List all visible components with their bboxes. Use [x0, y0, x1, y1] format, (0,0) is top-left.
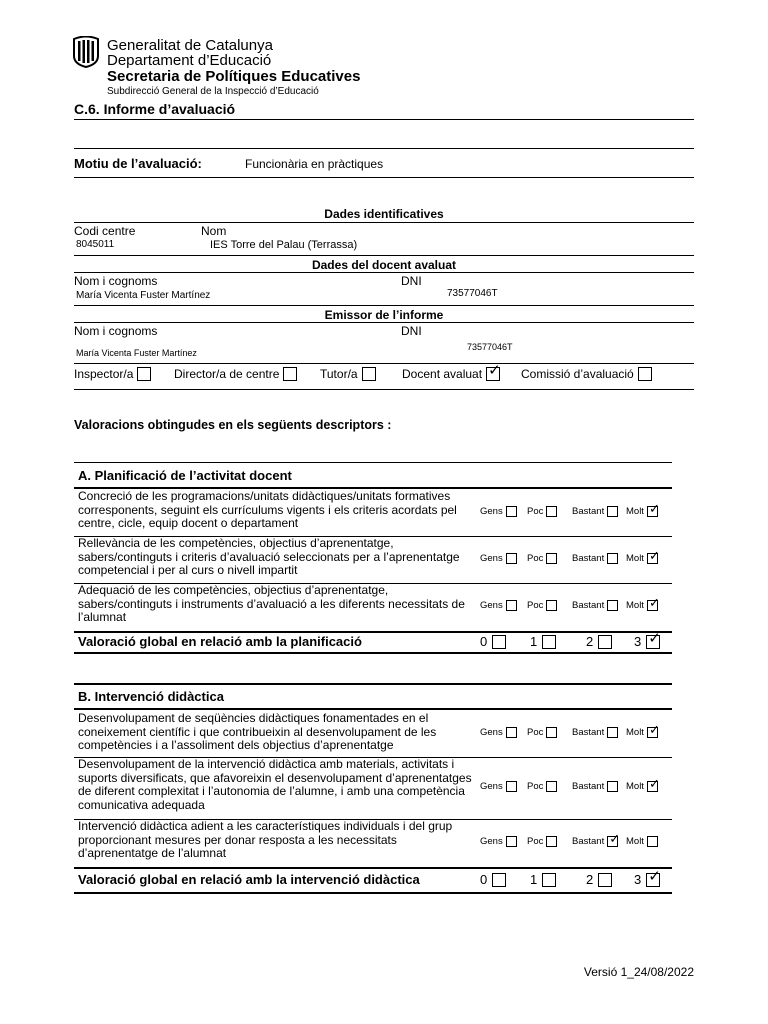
organization-header: [107, 38, 360, 98]
rating-checkbox-poc[interactable]: [546, 600, 557, 611]
rating-checkbox-gens[interactable]: [506, 836, 517, 847]
section-a-title: A. Planificació de l’activitat docent: [78, 468, 292, 483]
rating-option-label: Bastant: [572, 553, 605, 564]
rating-option-label: Bastant: [572, 506, 605, 517]
rating-option-poc[interactable]: [527, 836, 557, 847]
role-docent[interactable]: [402, 361, 501, 381]
emissor-title: Emissor de l’informe: [324, 308, 444, 322]
global-option-label: 3: [634, 634, 642, 649]
rating-option-label: Poc: [527, 727, 544, 738]
rating-option-gens[interactable]: [480, 836, 517, 847]
role-tutor-label: Tutor/a: [320, 367, 358, 381]
rating-option-molt[interactable]: [626, 549, 660, 564]
org-line-3: Secretaria de Polítiques Educatives: [107, 68, 361, 85]
descriptor-text: Desenvolupament de seqüències didàctiques fonamentades en el coneixement científic i que contribueixin al desenvolupament de les competències i a l’assoliment dels objectius d’aprenentatge: [78, 711, 437, 752]
rating-option-poc[interactable]: [527, 553, 557, 564]
descriptor-text: Rellevància de les competències, objectius d’aprenentatge, sabers/continguts i criteris d’avaluació seleccionats per a l’aprenentatge competencial i per al curs o nivell impartit: [78, 536, 460, 577]
rating-checkbox-molt[interactable]: [647, 836, 658, 847]
global-option-label: 2: [586, 634, 594, 649]
rating-option-label: Bastant: [572, 836, 605, 847]
global-checkbox-3[interactable]: ✓: [648, 866, 661, 885]
role-comissio-checkbox[interactable]: [638, 367, 652, 381]
emissor-nom-label: Nom i cognoms: [74, 324, 158, 338]
global-option-0[interactable]: [480, 634, 506, 649]
global-checkbox-2[interactable]: [598, 635, 612, 649]
rating-option-label: Gens: [480, 836, 503, 847]
global-option-0[interactable]: [480, 872, 506, 887]
role-docent-checkbox[interactable]: ✓: [488, 361, 501, 379]
rating-option-label: Gens: [480, 506, 503, 517]
rating-checkbox-poc[interactable]: [546, 836, 557, 847]
rating-option-label: Poc: [527, 781, 544, 792]
rating-option-label: Gens: [480, 553, 503, 564]
document-title: C.6. Informe d’avaluació: [74, 101, 236, 117]
global-checkbox-1[interactable]: [542, 635, 556, 649]
global-checkbox-3[interactable]: ✓: [648, 628, 661, 647]
rating-option-poc[interactable]: [527, 781, 557, 792]
rating-checkbox-gens[interactable]: [506, 553, 517, 564]
rating-checkbox-poc[interactable]: [546, 727, 557, 738]
global-option-1[interactable]: [530, 634, 556, 649]
rating-option-gens[interactable]: [480, 727, 517, 738]
global-checkbox-2[interactable]: [598, 873, 612, 887]
role-tutor-checkbox[interactable]: [362, 367, 376, 381]
role-inspector-label: Inspector/a: [74, 367, 134, 381]
emissor-dni-label: DNI: [401, 324, 422, 338]
rating-checkbox-bastant[interactable]: [607, 600, 618, 611]
rating-checkbox-molt[interactable]: ✓: [648, 502, 660, 517]
rating-option-label: Bastant: [572, 781, 605, 792]
nom-centre-value: IES Torre del Palau (Terrassa): [210, 239, 358, 251]
global-option-3[interactable]: [634, 866, 661, 887]
global-option-label: 0: [480, 872, 488, 887]
rating-option-bastant[interactable]: [572, 727, 618, 738]
section-a-global-label: Valoració global en relació amb la planificació: [78, 634, 362, 649]
global-option-2[interactable]: [586, 872, 612, 887]
role-director[interactable]: [174, 367, 297, 381]
rating-checkbox-molt[interactable]: ✓: [648, 723, 660, 738]
rating-checkbox-gens[interactable]: [506, 600, 517, 611]
role-inspector[interactable]: [74, 367, 151, 381]
rating-option-bastant[interactable]: [572, 832, 621, 847]
rating-option-bastant[interactable]: [572, 781, 618, 792]
rating-checkbox-bastant[interactable]: [607, 727, 618, 738]
role-comissio-label: Comissió d’avaluació: [521, 367, 634, 381]
rating-option-molt[interactable]: [626, 596, 660, 611]
codi-centre-label: Codi centre: [74, 224, 136, 238]
docent-title: Dades del docent avaluat: [311, 258, 457, 272]
rating-option-gens[interactable]: [480, 600, 517, 611]
rating-checkbox-bastant[interactable]: [607, 781, 618, 792]
emissor-dni-value: 73577046T: [467, 342, 513, 352]
section-b-title: B. Intervenció didàctica: [78, 689, 224, 704]
global-option-3[interactable]: [634, 628, 661, 649]
rating-option-label: Gens: [480, 600, 503, 611]
rating-option-label: Molt: [626, 553, 644, 564]
rating-option-label: Poc: [527, 836, 544, 847]
rating-option-label: Poc: [527, 600, 544, 611]
rating-option-label: Bastant: [572, 727, 605, 738]
global-checkbox-0[interactable]: [492, 873, 506, 887]
generalitat-logo-icon: [72, 36, 100, 68]
rating-checkbox-molt[interactable]: ✓: [648, 596, 660, 611]
org-line-1: Generalitat de Catalunya: [107, 37, 273, 54]
global-option-label: 1: [530, 872, 538, 887]
rating-option-molt[interactable]: [626, 723, 660, 738]
role-comissio[interactable]: [521, 367, 652, 381]
rating-option-label: Molt: [626, 836, 644, 847]
rating-option-label: Gens: [480, 781, 503, 792]
rating-checkbox-bastant[interactable]: [607, 506, 618, 517]
section-b-global-label: Valoració global en relació amb la intervenció didàctica: [78, 872, 420, 887]
org-line-4: Subdirecció General de la Inspecció d’Educació: [107, 86, 319, 97]
role-tutor[interactable]: [320, 367, 376, 381]
rating-option-molt[interactable]: [626, 777, 660, 792]
rating-option-poc[interactable]: [527, 600, 557, 611]
rating-option-label: Bastant: [572, 600, 605, 611]
rating-option-poc[interactable]: [527, 727, 557, 738]
emissor-nom-value: María Vicenta Fuster Martínez: [76, 348, 197, 358]
rating-checkbox-bastant[interactable]: ✓: [609, 832, 621, 847]
global-option-1[interactable]: [530, 872, 556, 887]
section-a-global-row: [78, 628, 672, 649]
rating-checkbox-gens[interactable]: [506, 506, 517, 517]
global-option-2[interactable]: [586, 634, 612, 649]
nom-centre-label: Nom: [201, 224, 227, 238]
rating-option-gens[interactable]: [480, 553, 517, 564]
version-footer: Versió 1_24/08/2022: [583, 965, 694, 979]
global-option-label: 3: [634, 872, 642, 887]
docent-dni-value: 73577046T: [447, 288, 498, 299]
descriptor-text: Desenvolupament de la intervenció didàctica amb materials, activitats i suports diversificats, que afavoreixin el desenvolupament d’aprenentatges de diferent complexitat i l’autonomia de l’alumne, i amb una competència comunicativa adequada: [78, 757, 472, 812]
section-b-global-row: [78, 866, 672, 887]
descriptor-text: Concreció de les programacions/unitats didàctiques/unitats formatives corresponents, seguint els currículums vigents i els criteris acordats pel centre, cicle, equip docent o departament: [78, 489, 457, 530]
org-line-2: Departament d’Educació: [107, 52, 272, 69]
rating-option-label: Molt: [626, 781, 644, 792]
rating-option-label: Poc: [527, 553, 544, 564]
docent-nom-value: María Vicenta Fuster Martínez: [76, 290, 211, 301]
dades-title: Dades identificatives: [324, 207, 444, 221]
motiu-label: Motiu de l’avaluació:: [74, 156, 202, 171]
rating-option-bastant[interactable]: [572, 506, 618, 517]
rating-checkbox-bastant[interactable]: [607, 553, 618, 564]
global-option-label: 2: [586, 872, 594, 887]
global-option-label: 0: [480, 634, 488, 649]
rating-checkbox-molt[interactable]: ✓: [648, 549, 660, 564]
rating-checkbox-poc[interactable]: [546, 506, 557, 517]
rating-option-bastant[interactable]: [572, 600, 618, 611]
rating-option-label: Molt: [626, 727, 644, 738]
rating-option-label: Molt: [626, 506, 644, 517]
rating-option-label: Poc: [527, 506, 544, 517]
rating-option-molt[interactable]: [626, 502, 660, 517]
descriptor-text: Intervenció didàctica adient a les característiques individuals i del grup proporcionant mesures per donar resposta a les necessitats d’aprenentatge de l’alumnat: [78, 819, 453, 860]
rating-option-gens[interactable]: [480, 781, 517, 792]
rating-option-label: Molt: [626, 600, 644, 611]
role-director-checkbox[interactable]: [283, 367, 297, 381]
rating-checkbox-poc[interactable]: [546, 553, 557, 564]
rating-option-bastant[interactable]: [572, 553, 618, 564]
global-checkbox-0[interactable]: [492, 635, 506, 649]
rating-checkbox-molt[interactable]: ✓: [648, 777, 660, 792]
rating-option-label: Gens: [480, 727, 503, 738]
global-option-label: 1: [530, 634, 538, 649]
global-checkbox-1[interactable]: [542, 873, 556, 887]
role-inspector-checkbox[interactable]: [137, 367, 151, 381]
valoracions-title: Valoracions obtingudes en els següents descriptors :: [74, 418, 392, 432]
rating-checkbox-gens[interactable]: [506, 727, 517, 738]
rating-checkbox-poc[interactable]: [546, 781, 557, 792]
descriptor-text: Adequació de les competències, objectius d’aprenentatge, sabers/continguts i instruments d’avaluació a les diferents necessitats de l’alumnat: [78, 583, 465, 624]
rating-option-molt[interactable]: [626, 836, 658, 847]
rating-option-poc[interactable]: [527, 506, 557, 517]
codi-centre-value: 8045011: [76, 239, 115, 250]
docent-dni-label: DNI: [401, 274, 422, 288]
role-director-label: Director/a de centre: [174, 367, 280, 381]
rating-option-gens[interactable]: [480, 506, 517, 517]
rating-checkbox-gens[interactable]: [506, 781, 517, 792]
docent-nom-label: Nom i cognoms: [74, 274, 158, 288]
role-docent-label: Docent avaluat: [402, 367, 483, 381]
motiu-value: Funcionària en pràctiques: [245, 157, 384, 171]
